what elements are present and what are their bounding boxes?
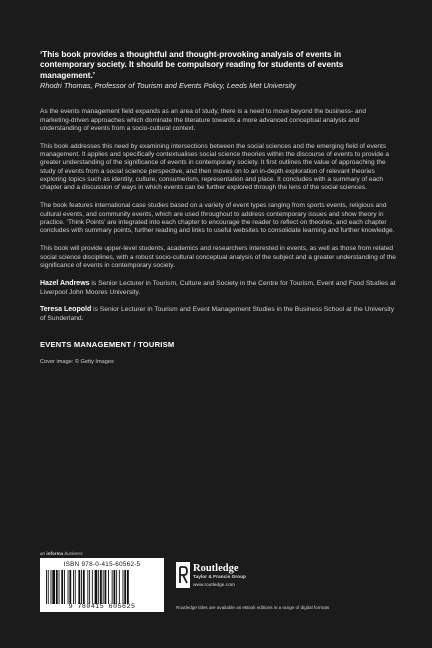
barcode-bar	[81, 570, 82, 604]
barcode-bar	[98, 570, 99, 604]
barcode-bar	[89, 570, 90, 604]
publisher-block	[193, 563, 246, 588]
endorsement-quote: ‘This book provides a thoughtful and thought-provoking analysis of events in contemporary society. It should be compulsory reading for students of events management.’	[40, 50, 344, 80]
subject-category: EVENTS MANAGEMENT / TOURISM	[40, 339, 175, 349]
informa-brand: informa	[46, 551, 64, 556]
barcode-bar	[56, 570, 58, 604]
publisher-group: Taylor & Francis Group	[193, 575, 246, 580]
author-bio	[40, 280, 396, 297]
barcode-bar	[95, 570, 98, 604]
isbn-barcode	[40, 558, 164, 612]
barcode-bar	[52, 570, 55, 604]
author-bio-text: is Senior Lecturer in Tourism, Culture and Society in the Centre for Tourism, Event and Food Studies at Liverpool John Moores University.	[40, 280, 396, 296]
barcode-bar	[127, 570, 129, 604]
informa-suffix: business	[63, 551, 83, 556]
cover-image-credit: Cover image: © Getty Images	[40, 358, 114, 365]
barcode-bar	[59, 570, 60, 604]
barcode-digits: 9 780415 605625	[68, 603, 136, 610]
barcode-bar	[61, 570, 63, 604]
informa-business-tag	[40, 551, 83, 556]
author-name: Hazel Andrews	[40, 280, 90, 288]
publisher-url[interactable]: www.routledge.com	[193, 583, 235, 588]
barcode-bar	[46, 570, 47, 604]
barcode-bar	[108, 570, 109, 604]
ebook-note: Routledge titles are available as eBook editions in a range of digital formats	[176, 605, 330, 610]
publisher-name: Routledge	[193, 563, 239, 574]
barcode-bar	[116, 570, 117, 604]
barcode-bar	[73, 570, 74, 604]
barcode-bar	[119, 570, 120, 604]
barcode-bar	[75, 570, 76, 604]
blurb-paragraph-2: This book addresses this need by examining intersections between the social sciences and the emerging field of events management. It applies and specifically contextualises social science theories within the discourse of events to provide a greater understanding of the significance of events in contemporary society. It first outlines the value of approaching the study of events from a social science perspective, and then moves on to an in-depth exploration of relevant theories exploring topics such as identity, culture, consumerism, representation and place. It concludes with a summary of each chapter and a discussion of ways in which events can be further explored through the lens of the social sciences.	[40, 142, 389, 192]
barcode-bar	[105, 570, 107, 604]
barcode-bar	[103, 570, 104, 604]
author-bio-text: is Senior Lecturer in Tourism and Event Management Studies in the Business School at the University of Sunderland.	[40, 306, 395, 322]
barcode-bar	[68, 570, 69, 604]
author-bio	[40, 306, 396, 323]
barcode-bar	[78, 570, 80, 604]
barcode-bar	[51, 570, 52, 604]
blurb-paragraph-4: This book will provide upper-level students, academics and researchers interested in events, as well as those from related social science disciplines, with a robust socio-cultural conceptual analysis of the subject and a greater understanding of the significance of events in contemporary society.	[40, 245, 396, 269]
barcode-bar	[64, 570, 65, 604]
routledge-logo-icon	[176, 562, 190, 588]
author-name: Teresa Leopold	[40, 306, 92, 314]
barcode-bar	[114, 570, 116, 604]
barcode-bar	[48, 570, 49, 604]
endorsement-author: Rhodri Thomas, Professor of Tourism and Events Policy, Leeds Met University	[40, 81, 296, 91]
barcode-bar	[92, 570, 93, 604]
barcode-bar	[124, 570, 126, 604]
informa-prefix: an	[40, 551, 47, 556]
blurb-paragraph-3: The book features international case studies based on a variety of event types ranging from sports events, religious and cultural events, and community events, which are used throughout to address contemporary issues and show theory in practice. ‘Think Points’ are integrated into each chapter to encourage the reader to reflect on theories, and each chapter concludes with summary points, further reading and links to useful websites to consolidate learning and further knowledge.	[40, 202, 395, 235]
barcode-bar	[123, 570, 124, 604]
barcode-bar	[69, 570, 71, 604]
blurb-paragraph-1: As the events management field expands as an area of study, there is a need to move beyond the business- and marketing-driven approaches which dominate the literature towards a more advanced conceptual analysis and understanding of events from a socio-cultural context.	[40, 108, 366, 132]
barcode-bar	[100, 570, 102, 604]
barcode-bars	[44, 570, 160, 604]
barcode-bar	[112, 570, 113, 604]
barcode-bar	[83, 570, 85, 604]
author-bios	[40, 280, 396, 323]
isbn-number: ISBN 978-0-415-60562-5	[63, 561, 141, 568]
barcode-bar	[87, 570, 88, 604]
